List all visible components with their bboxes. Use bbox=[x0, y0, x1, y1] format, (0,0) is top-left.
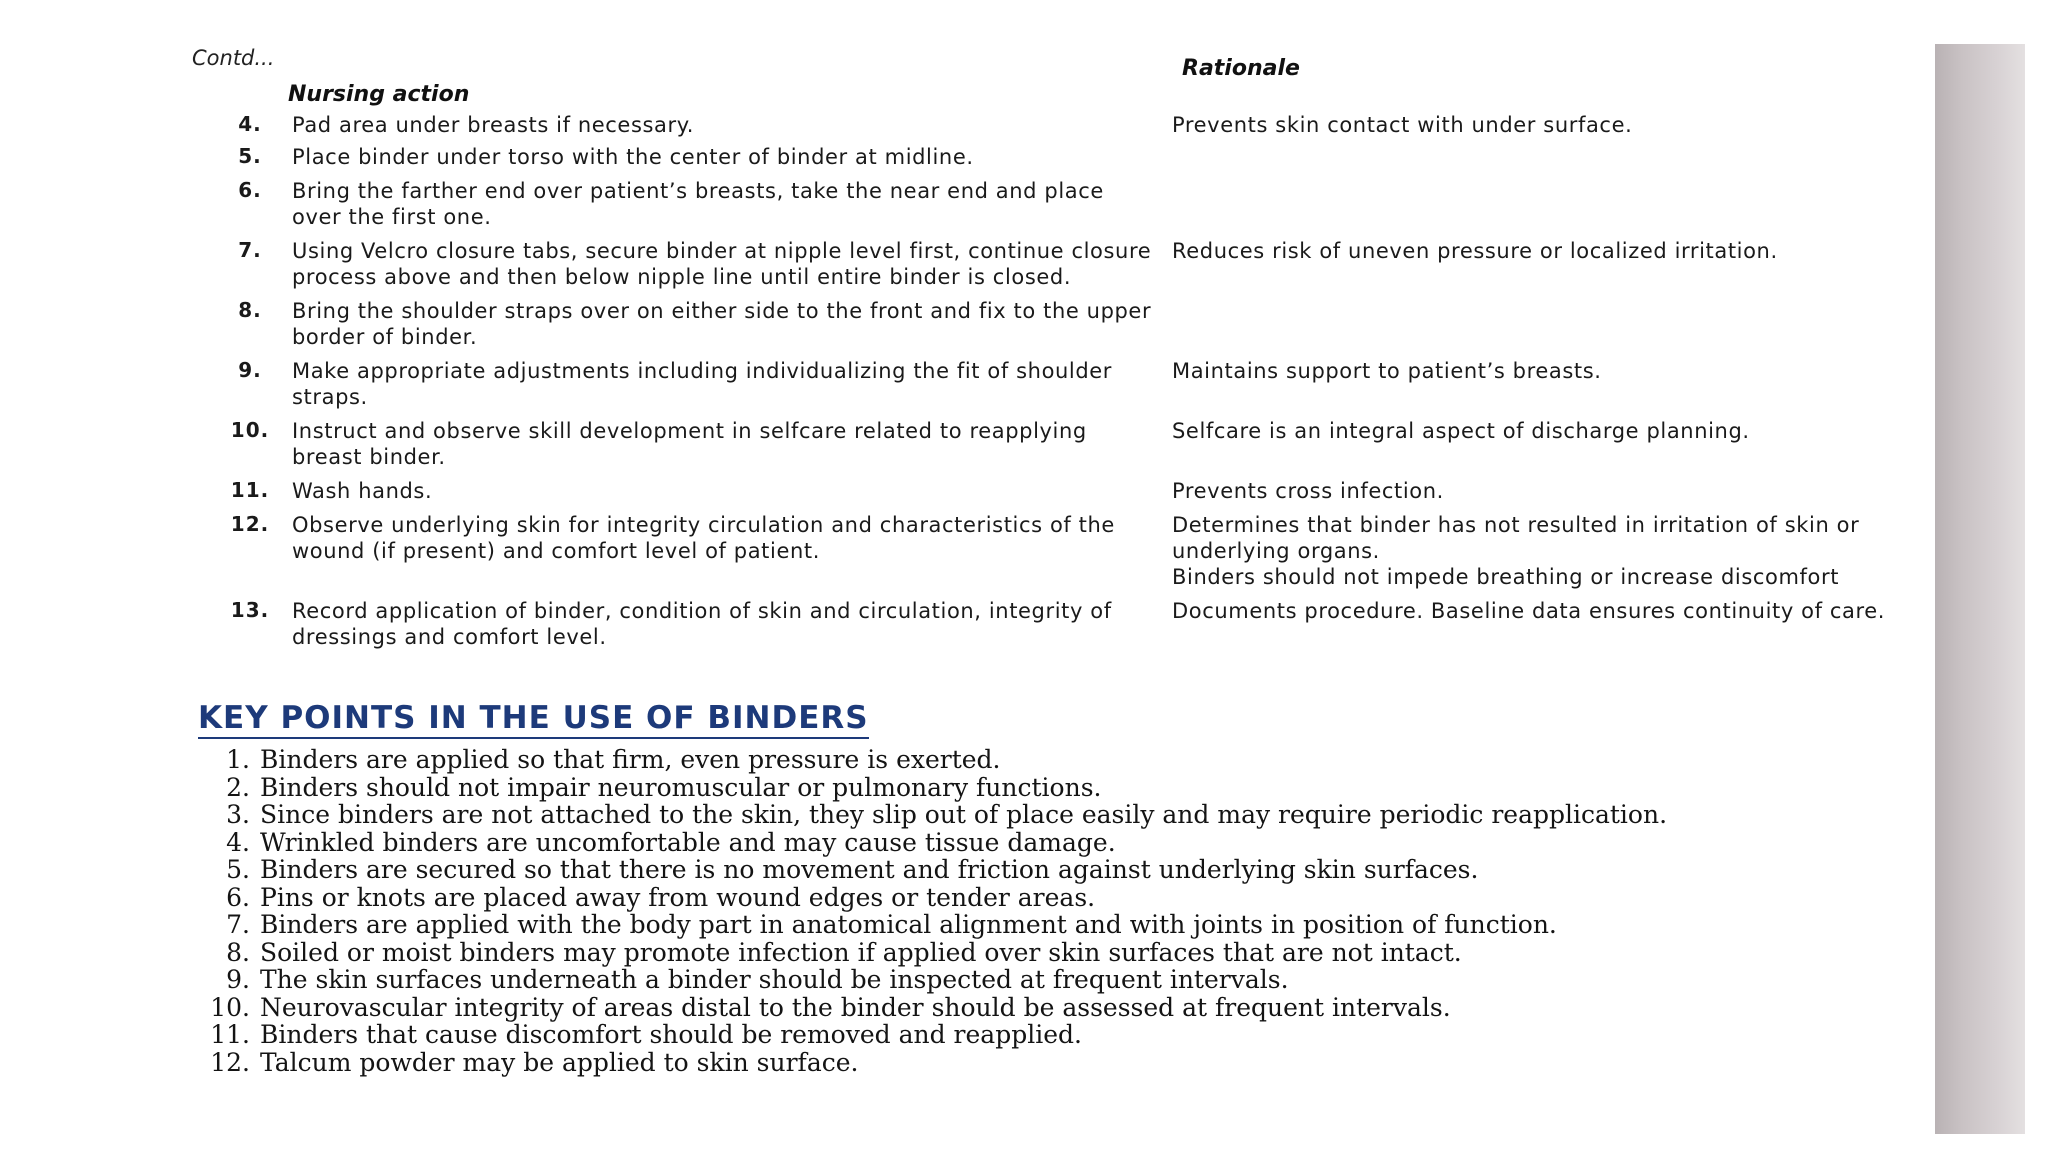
rationale-text: Determines that binder has not resulted in irritation of skin or underlying organs. bbox=[1172, 513, 1860, 563]
key-point-item bbox=[198, 994, 1938, 1022]
key-point-number: 9. bbox=[226, 965, 250, 994]
key-point-text: Since binders are not attached to the skin, they slip out of place easily and may require periodic reapplication. bbox=[260, 800, 1668, 829]
procedure-step bbox=[208, 478, 1928, 504]
procedure-step bbox=[208, 238, 1928, 290]
step-rationale bbox=[1172, 598, 1928, 624]
key-point-text: Wrinkled binders are uncomfortable and may cause tissue damage. bbox=[260, 827, 1116, 857]
key-point-text: Binders that cause discomfort should be removed and reapplied. bbox=[260, 1020, 1082, 1049]
step-number: 11. bbox=[230, 478, 270, 502]
key-point-text: Binders are applied with the body part in anatomical alignment and with joints in position of function. bbox=[260, 910, 1557, 939]
procedure-step bbox=[208, 178, 1928, 230]
step-action: Instruct and observe skill development in selfcare related to reapplying breast binder. bbox=[292, 419, 1087, 469]
step-number: 9. bbox=[238, 358, 262, 382]
step-action: Observe underlying skin for integrity circulation and characteristics of the wound (if present) and comfort level of patient. bbox=[292, 513, 1115, 563]
step-rationale bbox=[1172, 112, 1928, 138]
step-rationale bbox=[1172, 358, 1928, 384]
key-point-number: 10. bbox=[210, 992, 250, 1022]
procedure-step bbox=[208, 112, 1928, 138]
step-action: Wash hands. bbox=[292, 479, 433, 503]
step-action: Bring the shoulder straps over on either side to the front and fix to the upper border of binder. bbox=[292, 299, 1152, 349]
rationale-text: Selfcare is an integral aspect of discharge planning. bbox=[1172, 419, 1750, 443]
key-point-item bbox=[198, 774, 1938, 802]
key-point-item bbox=[198, 856, 1938, 884]
key-point-text: Binders are secured so that there is no movement and friction against underlying skin surfaces. bbox=[260, 855, 1479, 884]
key-point-item bbox=[198, 829, 1938, 857]
key-point-number: 5. bbox=[226, 855, 250, 884]
key-point-text: Binders are applied so that firm, even pressure is exerted. bbox=[260, 745, 1001, 774]
step-rationale bbox=[1172, 512, 1928, 590]
key-point-item bbox=[198, 884, 1938, 912]
procedure-step bbox=[208, 598, 1928, 650]
rationale-text: Prevents skin contact with under surface. bbox=[1172, 113, 1633, 137]
key-point-item bbox=[198, 966, 1938, 994]
key-point-item bbox=[198, 939, 1938, 967]
key-point-number: 11. bbox=[210, 1020, 250, 1049]
key-point-number: 3. bbox=[226, 800, 250, 829]
key-point-text: Talcum powder may be applied to skin surface. bbox=[260, 1047, 859, 1077]
step-number: 13. bbox=[230, 598, 270, 622]
procedure-step bbox=[208, 418, 1928, 470]
step-number: 8. bbox=[238, 298, 262, 322]
step-number: 5. bbox=[238, 144, 262, 168]
step-number: 10. bbox=[230, 418, 270, 442]
key-point-text: Pins or knots are placed away from wound edges or tender areas. bbox=[260, 882, 1096, 912]
key-point-text: Binders should not impair neuromuscular or pulmonary functions. bbox=[260, 772, 1102, 802]
procedure-step bbox=[208, 358, 1928, 410]
rationale-heading: Rationale bbox=[1182, 56, 1300, 81]
key-point-item bbox=[198, 911, 1938, 939]
key-point-text: The skin surfaces underneath a binder should be inspected at frequent intervals. bbox=[260, 965, 1289, 994]
key-point-text: Soiled or moist binders may promote infection if applied over skin surfaces that are not intact. bbox=[260, 937, 1462, 967]
procedure-step bbox=[208, 144, 1928, 170]
step-action: Record application of binder, condition of skin and circulation, integrity of dressings and comfort level. bbox=[292, 599, 1112, 649]
key-point-number: 7. bbox=[226, 910, 250, 939]
key-point-item bbox=[198, 1021, 1938, 1049]
step-rationale bbox=[1172, 238, 1928, 264]
step-action: Bring the farther end over patient’s breasts, take the near end and place over the first one. bbox=[292, 179, 1104, 229]
key-point-item bbox=[198, 801, 1938, 829]
step-action: Place binder under torso with the center of binder at midline. bbox=[292, 145, 974, 169]
key-point-item bbox=[198, 746, 1938, 774]
rationale-text: Maintains support to patient’s breasts. bbox=[1172, 359, 1602, 383]
step-action: Make appropriate adjustments including individualizing the fit of shoulder straps. bbox=[292, 359, 1113, 409]
key-point-number: 4. bbox=[226, 827, 250, 857]
continued-label: Contd... bbox=[192, 46, 275, 70]
procedure-step bbox=[208, 512, 1928, 590]
key-points-list bbox=[198, 746, 1938, 1076]
key-point-number: 1. bbox=[226, 745, 250, 774]
step-action: Using Velcro closure tabs, secure binder at nipple level first, continue closure process above and then below nipple line until entire binder is closed. bbox=[292, 239, 1152, 289]
step-rationale bbox=[1172, 478, 1928, 504]
key-point-text: Neurovascular integrity of areas distal to the binder should be assessed at frequent intervals. bbox=[260, 992, 1451, 1022]
rationale-text: Prevents cross infection. bbox=[1172, 479, 1444, 503]
rationale-text: Reduces risk of uneven pressure or localized irritation. bbox=[1172, 239, 1778, 263]
key-point-number: 12. bbox=[210, 1047, 250, 1077]
key-point-number: 8. bbox=[226, 937, 250, 967]
page-edge-shadow bbox=[1935, 44, 2025, 1134]
step-number: 4. bbox=[238, 112, 262, 136]
key-point-item bbox=[198, 1049, 1938, 1077]
rationale-text: Documents procedure. Baseline data ensures continuity of care. bbox=[1172, 599, 1886, 623]
procedure-step bbox=[208, 298, 1928, 350]
step-action: Pad area under breasts if necessary. bbox=[292, 113, 695, 137]
rationale-text: Binders should not impede breathing or increase discomfort bbox=[1172, 565, 1840, 589]
nursing-action-heading: Nursing action bbox=[288, 82, 470, 107]
key-point-number: 6. bbox=[226, 882, 250, 912]
procedure-steps-table bbox=[208, 112, 1928, 650]
step-number: 7. bbox=[238, 238, 262, 262]
step-number: 12. bbox=[230, 512, 270, 536]
step-rationale bbox=[1172, 418, 1928, 444]
step-number: 6. bbox=[238, 178, 262, 202]
key-point-number: 2. bbox=[226, 772, 250, 802]
key-points-heading: KEY POINTS IN THE USE OF BINDERS bbox=[198, 700, 869, 739]
